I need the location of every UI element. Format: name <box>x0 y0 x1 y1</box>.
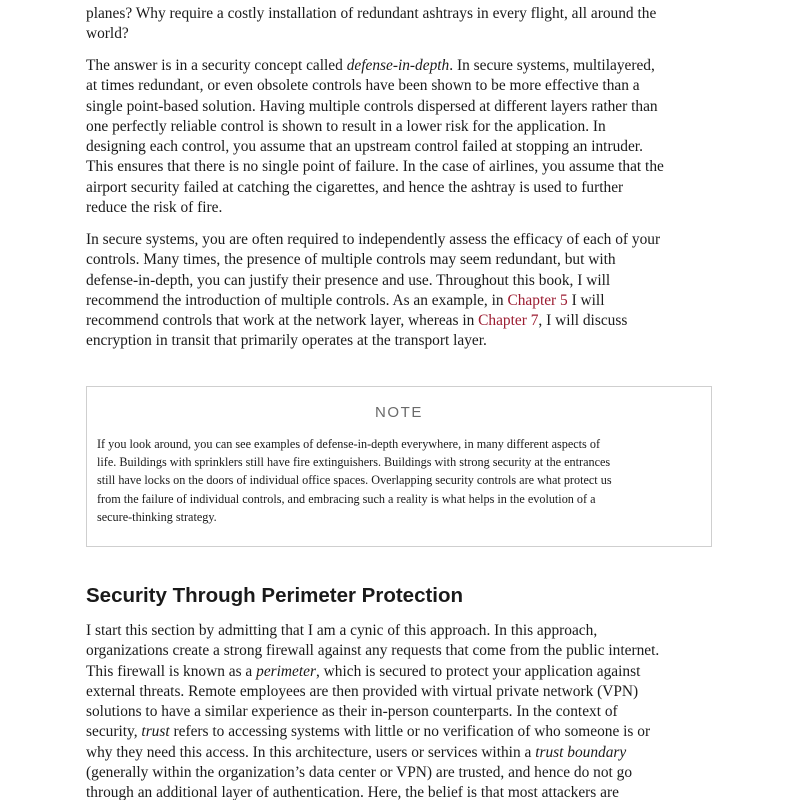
text-line: designing each control, you assume that an upstream control failed at stopping an intruder. <box>86 138 643 156</box>
text-line: through an additional layer of authentication. Here, the belief is that most attackers are <box>86 784 619 800</box>
text-line: recommend controls that work at the network layer, whereas in Chapter 7, I will discuss <box>86 312 628 330</box>
text-line: airport security failed at catching the cigarettes, and hence the ashtray is used to further <box>86 178 624 196</box>
text-line: life. Buildings with sprinklers still have fire extinguishers. Buildings with strong security at the entrances <box>97 455 611 470</box>
text-line: (generally within the organization’s data center or VPN) are trusted, and hence do not go <box>86 764 633 782</box>
text-line: The answer is in a security concept called defense-in-depth. In secure systems, multilayered, <box>86 57 655 74</box>
text-line: secure-thinking strategy. <box>97 509 217 524</box>
term-defense-in-depth: defense-in-depth <box>346 57 450 74</box>
text-line: organizations create a strong firewall against any requests that come from the public internet. <box>86 642 660 660</box>
note-title: NOTE <box>374 404 424 421</box>
text-line: why they need this access. In this architecture, users or services within a trust boundary <box>86 743 627 761</box>
text-line: If you look around, you can see examples of defense-in-depth everywhere, in many different aspects of <box>97 437 601 451</box>
text-line: at times redundant, or even obsolete controls have been shown to be more effective than a <box>86 77 640 95</box>
term-trust-boundary: trust boundary <box>535 743 627 761</box>
intro-paragraph <box>86 4 716 45</box>
text-line: recommend the introduction of multiple controls. As an example, in Chapter 5 I will <box>86 291 605 309</box>
note-body <box>97 435 701 526</box>
note-box <box>86 386 712 547</box>
text-line: planes? Why require a costly installation of redundant ashtrays in every flight, all around the <box>86 5 657 22</box>
text-line: world? <box>86 25 129 43</box>
chapter-5-link[interactable]: Chapter 5 <box>507 291 568 309</box>
text-line: This firewall is known as a perimeter, which is secured to protect your application against <box>86 662 641 680</box>
text-line: security, trust refers to accessing systems with little or no verification of who someone is or <box>86 723 651 741</box>
term-trust: trust <box>141 723 170 741</box>
text-line: In secure systems, you are often required to independently assess the efficacy of each of your <box>86 231 661 248</box>
term-perimeter: perimeter <box>256 662 316 680</box>
text-line: controls. Many times, the presence of multiple controls may seem redundant, but with <box>86 251 616 269</box>
text-line: external threats. Remote employees are then provided with virtual private network (VPN) <box>86 682 639 700</box>
defense-in-depth-paragraph <box>86 56 716 218</box>
perimeter-paragraph <box>86 621 716 800</box>
text-line: reduce the risk of fire. <box>86 199 223 217</box>
controls-paragraph <box>86 230 716 352</box>
section-heading: Security Through Perimeter Protection <box>86 584 464 607</box>
text-line: still have locks on the doors of individual office spaces. Overlapping security controls are what protect us <box>97 473 612 488</box>
text-line: single point-based solution. Having multiple controls dispersed at different layers rather than <box>86 97 658 115</box>
chapter-7-link[interactable]: Chapter 7 <box>478 312 539 330</box>
text-line: one perfectly reliable control is shown to result in a lower risk for the application. In <box>86 117 606 135</box>
text-line: from the failure of individual controls, and embracing such a reality is what helps in the evolution of a <box>97 491 596 506</box>
text-line: defense-in-depth, you can justify their presence and use. Throughout this book, I will <box>86 271 611 289</box>
text-line: I start this section by admitting that I am a cynic of this approach. In this approach, <box>86 622 598 639</box>
text-line: This ensures that there is no single point of failure. In the case of airlines, you assume that the <box>86 158 664 176</box>
text-line: solutions to have a similar experience as their in-person counterparts. In the context of <box>86 703 618 721</box>
text-line: encryption in transit that primarily operates at the transport layer. <box>86 332 487 350</box>
